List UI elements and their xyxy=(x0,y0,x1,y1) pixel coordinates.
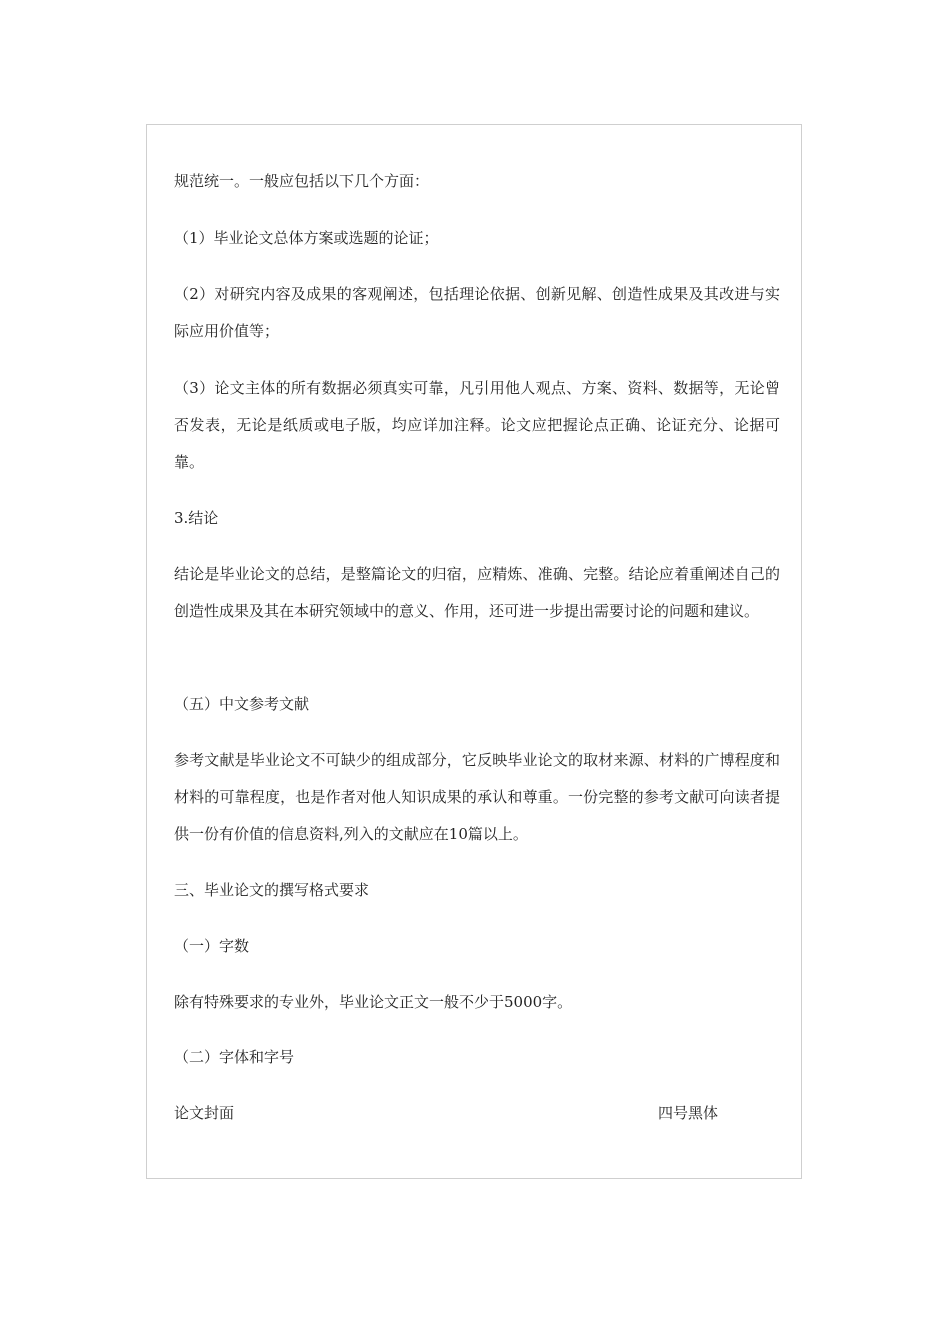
font-spec-item: 论文封面 xyxy=(174,1104,235,1122)
paragraph-references: 参考文献是毕业论文不可缺少的组成部分，它反映毕业论文的取材来源、材料的广博程度和材料的可靠程度，也是作者对他人知识成果的承认和尊重。一份完整的参考文献可向读者提供一份有价值的信息资料,列入的文献应在10篇以上。 xyxy=(174,751,780,843)
paragraph-word-count: 除有特殊要求的专业外，毕业论文正文一般不少于5000字。 xyxy=(174,993,573,1011)
paragraph-item-3: （3）论文主体的所有数据必须真实可靠，凡引用他人观点、方案、资料、数据等，无论曾否发表，无论是纸质或电子版，均应详加注释。论文应把握论点正确、论证充分、论据可靠。 xyxy=(174,379,780,471)
heading-format-requirements: 三、毕业论文的撰写格式要求 xyxy=(174,881,370,899)
paragraph-intro: 规范统一。一般应包括以下几个方面： xyxy=(174,172,430,190)
paragraph-conclusion: 结论是毕业论文的总结，是整篇论文的归宿，应精炼、准确、完整。结论应着重阐述自己的创造性成果及其在本研究领域中的意义、作用，还可进一步提出需要讨论的问题和建议。 xyxy=(174,565,780,620)
paragraph-item-2: （2）对研究内容及成果的客观阐述，包括理论依据、创新见解、创造性成果及其改进与实际应用价值等； xyxy=(174,285,780,340)
font-spec-value: 四号黑体 xyxy=(658,1104,719,1122)
heading-conclusion: 3.结论 xyxy=(174,509,219,527)
document-page xyxy=(146,124,802,1179)
paragraph-item-1: （1）毕业论文总体方案或选题的论证； xyxy=(174,229,439,247)
heading-word-count: （一）字数 xyxy=(174,937,250,955)
heading-references: （五）中文参考文献 xyxy=(174,695,310,713)
heading-font-size: （二）字体和字号 xyxy=(174,1048,295,1066)
